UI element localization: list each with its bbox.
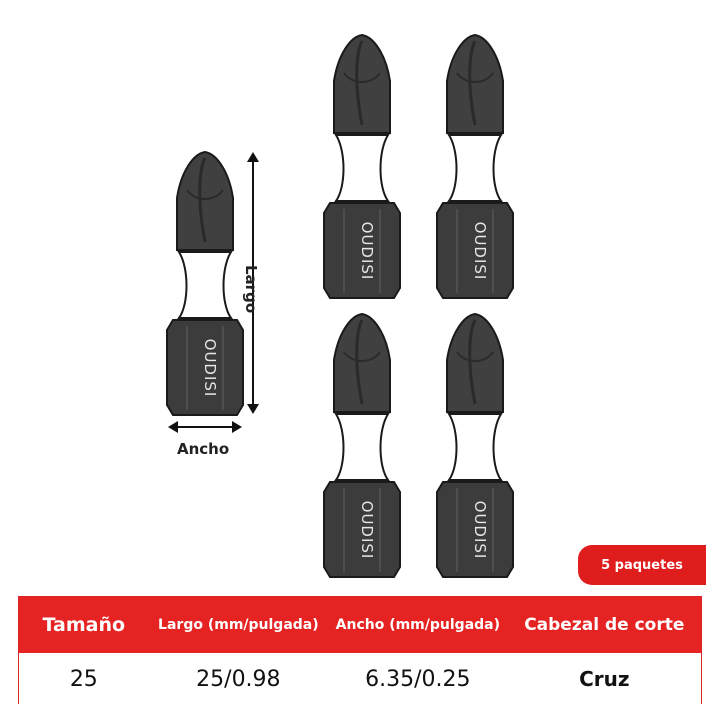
header-cutting-head: Cabezal de corte: [524, 615, 685, 635]
brand-mark-text: OUDISI: [201, 338, 219, 398]
brand-mark-text: OUDISI: [358, 500, 376, 560]
width-arrow: [168, 420, 242, 434]
cell-cutting-head: Cruz: [579, 667, 630, 691]
header-width: Ancho (mm/pulgada): [335, 617, 501, 633]
length-label: Largo: [242, 265, 260, 314]
brand-mark-text: OUDISI: [358, 221, 376, 281]
width-label: Ancho: [177, 440, 230, 458]
screwdriver-bit: [312, 312, 412, 582]
table-row: [19, 653, 701, 705]
brand-mark-text: OUDISI: [471, 221, 489, 281]
screwdriver-bit: [312, 33, 412, 303]
screwdriver-bit: [425, 33, 525, 303]
pack-count-badge: 5 paquetes: [578, 545, 706, 585]
cell-size: 25: [69, 666, 98, 692]
screwdriver-bit-single: [155, 150, 255, 420]
cell-length: 25/0.98: [196, 666, 281, 692]
spec-table-header: [19, 597, 701, 653]
brand-mark-text: OUDISI: [471, 500, 489, 560]
cell-width: 6.35/0.25: [365, 666, 471, 692]
bit-drawing: [155, 150, 255, 420]
screwdriver-bit: [425, 312, 525, 582]
header-size: Tamaño: [42, 614, 126, 636]
spec-table: [18, 596, 702, 704]
header-length: Largo (mm/pulgada): [158, 617, 319, 633]
